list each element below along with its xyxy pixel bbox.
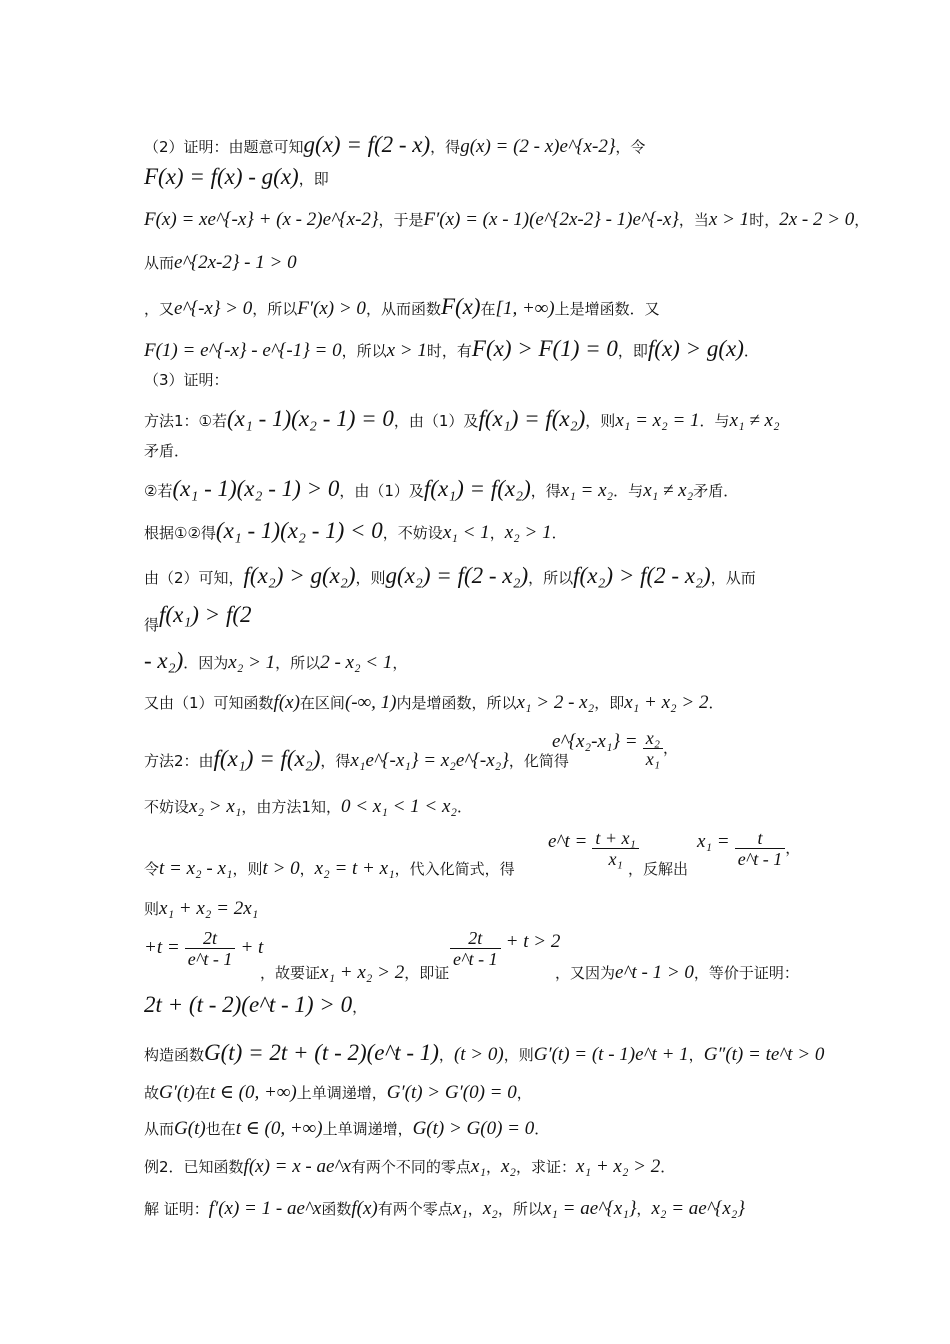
math: f(x) > g(x) [647,336,744,361]
text-line-2 [144,166,329,190]
text: ，则 [585,412,616,430]
math: e^t - 1 > 0 [615,962,694,983]
text: ， [636,1200,652,1218]
math: x > 1 [386,340,427,361]
text: ．因为 [183,654,229,672]
text: 方法1：①若 [144,412,227,430]
math: (x₁ - 1)(x₂ - 1) > 0 [172,476,340,501]
math: (t > 0) [453,1044,504,1065]
denominator: e^t - 1 [737,849,783,869]
math: + t > 2 [505,931,561,952]
math: t = x₂ - x₁ [159,858,233,879]
math: f(x) [351,1198,378,1219]
text: ， [392,654,408,672]
fraction-expression [548,828,639,869]
text: 有两个零点 [377,1200,453,1218]
math: x₁ + x₂ > 2 [576,1156,661,1177]
text: 由（2）可知， [144,569,244,587]
math: x > 1 [708,209,750,230]
text: ，不妨设 [382,524,443,542]
text: 例2．已知函数 [144,1158,244,1176]
math: t ∈ (0, +∞) [209,1082,297,1103]
text-segment [628,858,688,880]
text: ②若 [144,482,173,500]
math: x₂ = ae^{x₂} [651,1198,745,1219]
math: 2x - 2 > 0 [779,209,855,230]
text: 故 [144,1084,160,1102]
text: 在 [480,300,496,318]
math: F(x) > F(1) = 0 [471,336,618,361]
text: 在 [194,1084,210,1102]
math: f(x₁) = f(x₂) [423,476,531,501]
math: x₂ [500,1156,517,1177]
text: 矛盾． [144,442,190,460]
text-line-3 [144,209,869,231]
text: ，于是 [378,211,424,229]
math: 2 - x₂ < 1 [320,652,393,673]
numerator: 2t [450,928,501,949]
math: x₁e^{-x₁} = x₂e^{-x₂} [350,750,509,771]
text: ，由（1）及 [393,412,479,430]
numerator: t [735,828,786,849]
math: G(t) [174,1118,206,1139]
text: 则 [144,900,160,918]
fraction [450,928,501,969]
fraction [185,928,236,969]
text-line-11 [144,520,567,544]
math: e^{2x-2} - 1 > 0 [174,252,297,273]
math: t ∈ (0, +∞) [235,1118,323,1139]
text: ． [743,342,759,360]
text-line-8 [144,408,780,432]
text: ，求证： [516,1158,577,1176]
text: ． [660,1158,676,1176]
text: 上单调递增， [296,1084,387,1102]
math: G″(t) = te^t > 0 [703,1044,825,1065]
text: ，则 [232,860,263,878]
text: ， [785,839,801,857]
numerator: t + x₁ [592,828,638,849]
text: 函数 [321,1200,352,1218]
text: ， [489,524,505,542]
text: 从而 [144,254,175,272]
text: ． [534,1120,550,1138]
text-line-6 [144,338,759,362]
text: ．与 [699,412,730,430]
text: 解 证明： [144,1200,209,1218]
math: +t = [144,937,180,958]
text-segment [555,962,799,984]
text-line-5 [144,296,660,320]
text: 不妨设 [144,798,190,816]
math: + t [240,937,264,958]
text: ，所以 [252,300,298,318]
text: ，则 [503,1046,534,1064]
text-line-18 [144,858,515,880]
text-line-4 [144,252,297,274]
math: f(x₂) > f(2 - x₂) [573,563,711,588]
text: ，得 [430,138,461,156]
math: e^{x₂-x₁} = [552,731,638,752]
text: （2）证明：由题意可知 [144,138,304,156]
math: e^t = [548,831,588,852]
math: F(x) = xe^{-x} + (x - 2)e^{x-2} [144,209,379,230]
text: 也在 [205,1120,236,1138]
text-line-12 [144,565,756,589]
text: ，所以 [341,342,387,360]
math: f(x) [273,692,300,713]
math: x₂ = t + x₁ [314,858,395,879]
math: F(x) = f(x) - g(x) [144,164,299,189]
math: x₁ = [697,831,730,852]
text: ，令 [615,138,646,156]
text: 有两个不同的零点 [350,1158,471,1176]
text: 又由（1）可知函数 [144,694,274,712]
text: 矛盾． [693,482,739,500]
text-line-22 [144,1042,824,1066]
text: ， [516,1084,532,1102]
math: x₂ > 1 [504,522,552,543]
text: ，从而 [710,569,756,587]
numerator: 2t [185,928,236,949]
text: 在区间 [299,694,345,712]
math: 0 < x₁ < 1 < x₂ [340,796,458,817]
math: G′(t) = (t - 1)e^t + 1 [533,1044,689,1065]
math: f′(x) = 1 - ae^x [208,1198,322,1219]
denominator: e^t - 1 [453,949,498,969]
text: ，故要证 [260,964,321,982]
math: x₁ = x₂ = 1 [615,410,700,431]
math: f(x₁) > f(2 [159,602,252,627]
math: x₂ > x₁ [189,796,242,817]
math: F(1) = e^{-x} - e^{-1} = 0 [144,340,342,361]
text: ， [299,860,315,878]
math: x₂ [482,1198,498,1219]
text: 方法2：由 [144,752,214,770]
text: ， [485,1158,501,1176]
fraction-expression [450,928,560,969]
math: g(x₂) = f(2 - x₂) [385,563,529,588]
text: 时，有 [426,342,472,360]
math: f(x) = x - ae^x [243,1156,351,1177]
text: ． [457,798,473,816]
text: ．与 [613,482,644,500]
text-line-26 [144,1198,745,1220]
math: G′(t) [159,1082,195,1103]
text: 时， [749,211,780,229]
denominator: e^t - 1 [187,949,233,969]
math: x₁ + x₂ = 2x₁ [159,898,259,919]
text-line-7 [144,369,229,391]
text-line-17 [144,796,472,818]
text: ， [467,1200,483,1218]
text-line-25 [144,1156,675,1178]
text: ，所以 [275,654,321,672]
text-line-10 [144,478,738,502]
math: t > 0 [262,858,300,879]
math: (x₁ - 1)(x₂ - 1) = 0 [227,406,394,431]
math: x₁ < 1 [442,522,490,543]
denominator: x₁ [645,749,660,769]
text-segment [260,962,449,984]
math: f(x₂) > g(x₂) [243,563,356,588]
math: g(x) = f(2 - x) [303,132,431,157]
text: ， [854,211,870,229]
text: ，所以 [528,569,574,587]
text: （3）证明： [144,371,229,389]
text-line-24 [144,1118,549,1140]
text: ，由（1）及 [339,482,424,500]
math: e^{-x} > 0 [174,298,253,319]
text: ，得 [320,752,351,770]
text: ，即 [594,694,625,712]
math: x₁ > 2 - x₂ [516,692,595,713]
math: x₁ = ae^{x₁} [542,1198,637,1219]
text: ，从而函数 [365,300,441,318]
math: (x₁ - 1)(x₂ - 1) < 0 [215,518,383,543]
text: ，又 [144,300,175,318]
text: 根据①②得 [144,524,216,542]
text: ． [551,524,567,542]
text: ，等价于证明： [693,964,799,982]
text: 从而 [144,1120,175,1138]
text: 内是增函数，所以 [396,694,517,712]
text-line-15 [144,692,723,714]
text: 得 [144,616,160,634]
text: ，由方法1知， [241,798,341,816]
math: f(x₁) = f(x₂) [213,746,321,771]
denominator: x₁ [608,849,623,869]
fraction-expression [552,728,678,769]
fraction-expression [144,928,263,969]
text: ，当 [678,211,709,229]
text: 令 [144,860,160,878]
math: x₁ [470,1156,486,1177]
text: ，化简得 [508,752,569,770]
text: ，即 [298,170,329,188]
text-line-16 [144,748,569,772]
math: g(x) = (2 - x)e^{x-2} [460,136,616,157]
numerator: x₂ [643,728,663,749]
fraction [735,828,786,869]
math: x₁ = x₂ [560,480,614,501]
text: ，得 [530,482,561,500]
text-line-13 [144,602,252,634]
text: ， [662,739,678,757]
text: ，又因为 [555,964,616,982]
math: G(t) = 2t + (t - 2)(e^t - 1) [204,1040,439,1065]
math: F′(x) > 0 [297,298,366,319]
text-line-1 [144,134,645,158]
text: ，所以 [497,1200,543,1218]
text: 上单调递增， [322,1120,413,1138]
text-line-23 [144,1082,532,1104]
math: x₁ ≠ x₂ [643,480,694,501]
text: 上是增函数．又 [554,300,660,318]
text: ， [688,1046,704,1064]
math: x₁ + x₂ > 2 [624,692,709,713]
text: ，反解出 [628,860,689,878]
text: ． [708,694,724,712]
math: 2t + (t - 2)(e^t - 1) > 0 [144,992,353,1017]
math: G′(t) > G′(0) = 0 [386,1082,517,1103]
fraction-expression [697,828,800,869]
text: 构造函数 [144,1046,205,1064]
text: ，代入化简式，得 [394,860,515,878]
text: ，即证 [404,964,450,982]
fraction [643,728,663,769]
math: [1, +∞) [495,298,555,319]
math: x₁ [452,1198,468,1219]
math: f(x₁) = f(x₂) [478,406,586,431]
text-line-9 [144,440,189,462]
math: - x₂) [144,648,184,673]
text: ，即 [617,342,648,360]
math: x₂ > 1 [228,652,276,673]
math: F′(x) = (x - 1)(e^{2x-2} - 1)e^{-x} [423,209,679,230]
text: ， [438,1046,454,1064]
text-line-21 [144,994,367,1018]
text-line-19 [144,898,258,920]
math: F(x) [440,294,481,319]
math: G(t) > G(0) = 0 [412,1118,535,1139]
text: ，则 [355,569,386,587]
math: x₁ ≠ x₂ [729,410,780,431]
math: x₁ + x₂ > 2 [320,962,405,983]
math: (-∞, 1) [344,692,397,713]
text: ， [352,998,368,1016]
text-line-14 [144,650,407,674]
